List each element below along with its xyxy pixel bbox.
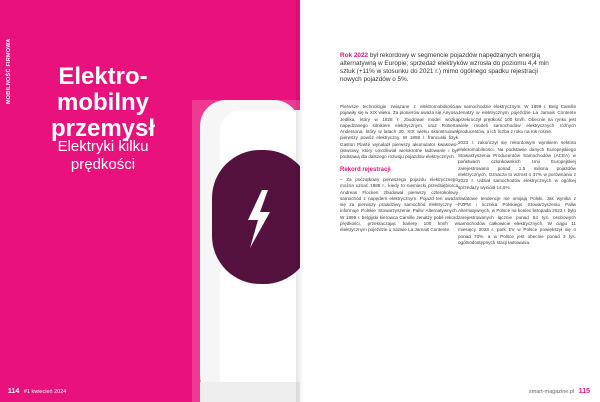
- body-column-2: [458, 104, 576, 251]
- paragraph: Światowe tendencje nie omijają Polski. Jak wynika z PZPM i licznika Polskiego Stowarzyszenia Paliw Alternatywnych, w Polsce na koniec listopada 2023 r. było zarejestrowanych łącznie ponad 54 tys. osobowych samochodów całkowicie elektrycznych. W ciągu 11 miesięcy 2023 r. park EV w Polsce powiększył się o ponad 70%, a w Polsce jest obecnie ponad 3 tys. ogólnodostępnych stacji ładowania.: [458, 195, 576, 245]
- issue-label: #1 kwiecień 2024: [23, 389, 67, 395]
- left-page-footer: [8, 388, 66, 395]
- article-title: Elektro-mobilny przemysł: [50, 63, 156, 142]
- page-number-right: 115: [578, 388, 590, 395]
- paragraph: w samochodzie elektrycznym. W 1899 r. Belg Camille Jenatzy w elektrycznym pojeździe La Jamais Contente przekroczył prędkość 100 km/h. Obecnie na rynku jest wiele modeli samochodów elektrycznych różnych producentów, a ich liczba z roku na rok rośnie.: [458, 104, 576, 135]
- subheading: Rekord rejestracji: [340, 166, 391, 173]
- body-column-1: [340, 104, 458, 239]
- paragraph: Pierwsze technologie związane z elektromobilnością pojawiły się w XIX wieku. Za pionierów uważa się Ányosa Jedlika, który w 1828 r. zbudował model wózka napędzanego silnikiem elektrycznym, oraz Roberta Andersona, który w latach 30. XIX wieku skonstruował pierwszy powóz elektryczny. W 1859 r. francuski fizyk Gaston Planté wynalazł pierwszy akumulator kwasowo-ołowiowy, który umożliwiał wielokrotne ładowanie i był podstawą dla dalszego rozwoju pojazdów elektrycznych.: [340, 104, 458, 160]
- lead-paragraph: [340, 52, 556, 84]
- charger-base: [200, 382, 300, 402]
- page-number-left: 114: [8, 388, 20, 395]
- article-subtitle: Elektryki kilku prędkości: [57, 138, 149, 173]
- lead-highlight: Rok 2022: [340, 52, 369, 59]
- right-page-footer: [529, 388, 590, 395]
- site-label: smart-magazine.pl: [528, 389, 575, 395]
- section-label-text: MOBILNOŚĆ FIRMOWA: [6, 38, 12, 104]
- paragraph: – Za początkowy pierwszego pojazdu elektrycznego można uznać 1888 r., kiedy to niemiecki przedsiębiorca Andreas Flocken zbudował pierwszy czterokołowy samochód z napędem elektrycznym. Pojazd ten uważa się za pierwszy prawdziwy samochód elektryczny – informuje Polskie Stowarzyszenie Paliw Alternatywnych. W 1899 r. belgijski kierowca Camille Jenatzy pobił rekord prędkości, przekraczając barierę 100 km/h w elektrycznym pojeździe o nazwie La Jamais Contente.: [340, 176, 458, 233]
- lead-text: był rekordowy w segmencie pojazdów napędzanych energią alternatywną w Europie; sprzedaż elektryków wzrosła do poziomu 4,4 mln sztuk (+11% w stosunku do 2021 r.) mimo ogólnego spadku rejestracji nowych pojazdów o 5%.: [340, 52, 549, 83]
- page-gutter: [296, 0, 304, 402]
- paragraph: 2023 r. zakończył się rekordowym wynikiem sektora elektromobilności. Na podstawie danych Europejskiego Stowarzyszenia Producentów Samochodów (ACEA) w państwach członkowskich Unii Europejskiej zarejestrowano ponad 1,5 miliona pojazdów elektrycznych. Oznacza to wzrost o 37% w porównaniu z 2022 r. Udział samochodów elektrycznych w ogólnej sprzedaży wyniósł 14,6%.: [458, 140, 576, 190]
